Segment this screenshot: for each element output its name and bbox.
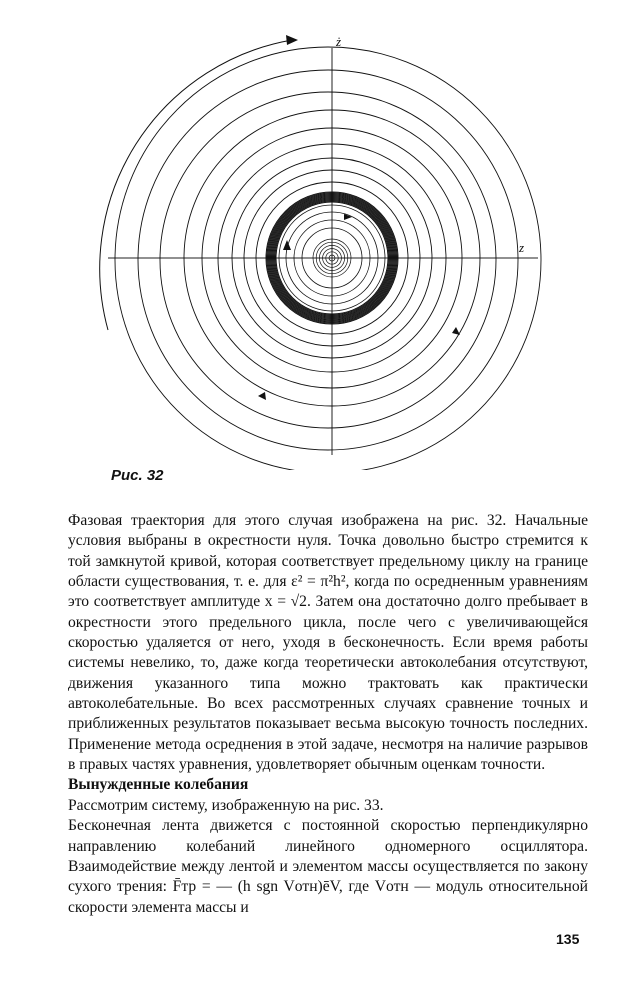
direction-arrow [286, 35, 298, 45]
section-heading: Вынужденные колебания [68, 776, 249, 794]
axes [108, 48, 538, 455]
paragraph: Рассмотрим систему, изображенную на рис. 33. [68, 796, 384, 814]
paragraph: Фазовая траектория для этого случая изображена на рис. 32. Начальные условия выбраны в окрестности нуля. Точка довольно быстро стремится к той замкнутой кривой, которая соответствует предельному циклу на границе области существования, т. е. для ε² = π²h², когда по осредненным уравнениям это соответствует амплитуде x = √2. Затем она достаточно долго пребывает в окрестности этого предельного цикла, после чего с увеличивающейся скоростью удаляется от него, уходя в бесконечность. Если время работы системы невелико, то, даже когда теоретически автоколебания отсутствуют, движения указанного типа можно трактовать как практически автоколебательные. Во всех рассмотренных случаях сравнение точных и приближенных результатов показывает весьма высокую точность последних. Применение метода осреднения в этой задаче, несмотря на наличие разрывов в правых частях уравнения, удовлетворяет обычным оценкам точности. [68, 512, 588, 774]
body-text [68, 511, 588, 918]
axis-label-z: z [519, 240, 525, 255]
direction-arrow [258, 392, 266, 400]
direction-arrow [452, 327, 460, 335]
paragraph: Бесконечная лента движется с постоянной скоростью перпендикулярно направлению колебаний линейного одномерного осциллятора. Взаимодействие между лентой и элементом массы осуществляется по закону сухого трения: F̄тр = — (h sgn Vотн)ēV, где Vотн — модуль относительной скорости элемента массы и [68, 817, 588, 916]
direction-arrow [283, 240, 291, 250]
figure-caption: Рис. 32 [111, 467, 164, 484]
axis-label-z-dot: ż [336, 34, 342, 49]
page-number: 135 [556, 931, 580, 947]
phase-portrait-figure [0, 0, 627, 470]
trajectory-turn [138, 70, 518, 450]
phase-trajectory [100, 40, 541, 470]
